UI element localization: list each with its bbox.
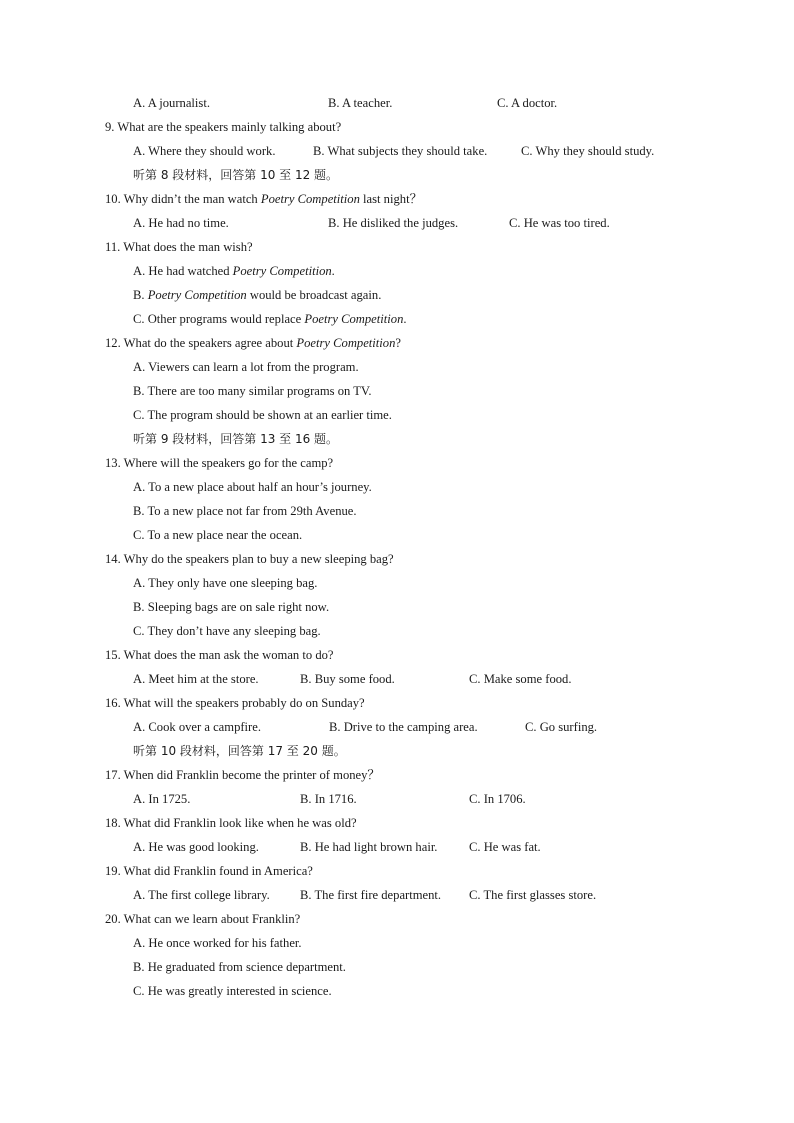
answer-option: B. He graduated from science department. xyxy=(133,960,346,974)
question-text xyxy=(105,191,422,207)
question-text: 16. What will the speakers probably do on Sunday? xyxy=(105,696,365,710)
text-fragment: last night？ xyxy=(359,192,423,206)
program-title: Poetry Competition xyxy=(232,264,332,278)
answer-option: C. Go surfing. xyxy=(525,720,598,734)
answer-option: B. There are too many similar programs on TV. xyxy=(133,384,372,398)
answer-option: A. The first college library. xyxy=(133,888,270,902)
answer-option: A. Where they should work. xyxy=(133,144,276,158)
answer-option: C. They don’t have any sleeping bag. xyxy=(133,624,321,638)
text-fragment: C. Other programs would replace xyxy=(133,312,305,326)
answer-option: C. He was fat. xyxy=(469,840,541,854)
answer-option: B. He disliked the judges. xyxy=(328,216,459,230)
answer-option: B. Sleeping bags are on sale right now. xyxy=(133,600,330,614)
answer-option: A. He once worked for his father. xyxy=(133,936,302,950)
answer-option xyxy=(133,263,335,279)
answer-option: B. Drive to the camping area. xyxy=(329,720,478,734)
text-fragment: 10. Why didn’t the man watch xyxy=(105,192,261,206)
question-text: 11. What does the man wish? xyxy=(105,240,253,254)
answer-option: C. The first glasses store. xyxy=(469,888,597,902)
question-text: 20. What can we learn about Franklin? xyxy=(105,912,301,926)
answer-option: A. In 1725. xyxy=(133,792,191,806)
text-fragment: 12. What do the speakers agree about xyxy=(105,336,297,350)
answer-option: C. He was too tired. xyxy=(509,216,610,230)
answer-option: B. A teacher. xyxy=(328,96,393,110)
answer-option: A. To a new place about half an hour’s journey. xyxy=(133,480,372,494)
answer-option: B. He had light brown hair. xyxy=(300,840,438,854)
section-instruction: 听第 10 段材料，回答第 17 至 20 题。 xyxy=(133,744,346,758)
question-text: 15. What does the man ask the woman to do? xyxy=(105,648,334,662)
text-fragment: A. He had watched xyxy=(133,264,233,278)
answer-option xyxy=(133,311,407,327)
question-text: 19. What did Franklin found in America? xyxy=(105,864,313,878)
question-text: 14. Why do the speakers plan to buy a new sleeping bag? xyxy=(105,552,394,566)
section-instruction: 听第 8 段材料，回答第 10 至 12 题。 xyxy=(133,168,339,182)
program-title: Poetry Competition xyxy=(260,192,360,206)
section-instruction: 听第 9 段材料，回答第 13 至 16 题。 xyxy=(133,432,339,446)
answer-option: C. In 1706. xyxy=(469,792,526,806)
answer-option: A. Cook over a campfire. xyxy=(133,720,261,734)
answer-option: A. He was good looking. xyxy=(133,840,259,854)
answer-option: C. To a new place near the ocean. xyxy=(133,528,303,542)
program-title: Poetry Competition xyxy=(147,288,247,302)
answer-option: C. Why they should study. xyxy=(521,144,655,158)
answer-option: C. The program should be shown at an earlier time. xyxy=(133,408,392,422)
question-text xyxy=(105,335,401,351)
answer-option: B. What subjects they should take. xyxy=(313,144,488,158)
answer-option: A. Viewers can learn a lot from the program. xyxy=(133,360,359,374)
question-text: 9. What are the speakers mainly talking about? xyxy=(105,120,342,134)
answer-option xyxy=(133,287,381,303)
answer-option: B. In 1716. xyxy=(300,792,357,806)
question-text: 17. When did Franklin become the printer of money？ xyxy=(105,768,381,782)
question-text: 18. What did Franklin look like when he was old? xyxy=(105,816,357,830)
answer-option: B. Buy some food. xyxy=(300,672,395,686)
text-fragment: would be broadcast again. xyxy=(246,288,382,302)
text-fragment: B. xyxy=(133,288,148,302)
answer-option: C. He was greatly interested in science. xyxy=(133,984,332,998)
answer-option: A. A journalist. xyxy=(133,96,210,110)
text-fragment: . xyxy=(331,264,335,278)
text-fragment: ? xyxy=(395,336,401,350)
answer-option: A. They only have one sleeping bag. xyxy=(133,576,318,590)
answer-option: C. A doctor. xyxy=(497,96,558,110)
answer-option: A. He had no time. xyxy=(133,216,229,230)
answer-option: C. Make some food. xyxy=(469,672,572,686)
text-fragment: . xyxy=(403,312,407,326)
program-title: Poetry Competition xyxy=(304,312,404,326)
answer-option: B. To a new place not far from 29th Avenue. xyxy=(133,504,357,518)
question-text: 13. Where will the speakers go for the camp? xyxy=(105,456,334,470)
answer-option: B. The first fire department. xyxy=(300,888,442,902)
answer-option: A. Meet him at the store. xyxy=(133,672,259,686)
program-title: Poetry Competition xyxy=(296,336,396,350)
